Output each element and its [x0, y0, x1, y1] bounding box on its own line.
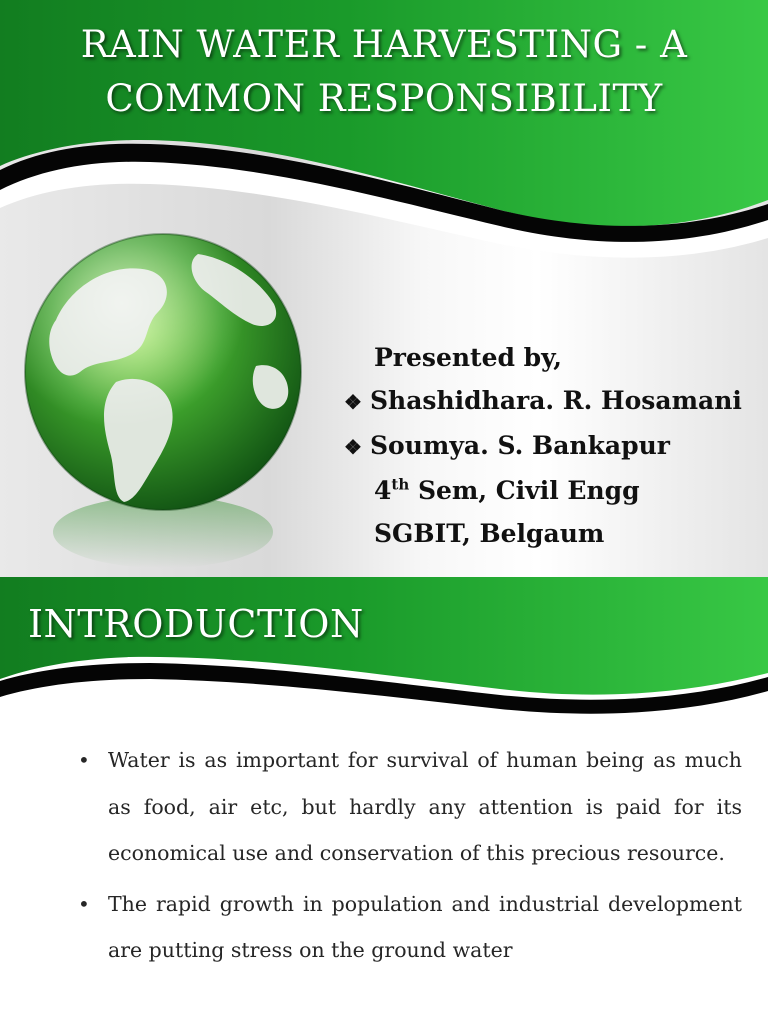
bullet-text: The rapid growth in population and industrial development are putting stress on the ground water — [108, 891, 742, 962]
diamond-bullet-icon: ❖ — [344, 390, 362, 414]
introduction-bullet-list — [78, 737, 742, 978]
presenter-list — [344, 336, 742, 555]
presented-by-label: Presented by, — [374, 343, 562, 372]
bullet-text: Water is as important for survival of human being as much as food, air etc, but hardly any attention is paid for its economical use and conservation of this precious resource. — [108, 748, 742, 865]
introduction-slide — [0, 577, 768, 1024]
semester-line — [344, 469, 742, 512]
presenter-name: Shashidhara. R. Hosamani — [370, 386, 742, 415]
presenter-name: Soumya. S. Bankapur — [370, 431, 670, 460]
presentation-title-line-2: COMMON RESPONSIBILITY — [105, 77, 663, 120]
introduction-heading: INTRODUCTION — [28, 602, 364, 646]
semester-suffix: th — [391, 475, 410, 494]
bullet-item — [78, 737, 742, 877]
presentation-title-line-1: RAIN WATER HARVESTING - A — [80, 23, 688, 66]
presenter-item — [344, 424, 742, 469]
semester-number: 4 — [374, 476, 392, 505]
intro-header-wave — [0, 577, 768, 727]
college-line: SGBIT, Belgaum — [374, 519, 605, 548]
bullet-dot-icon: • — [78, 891, 90, 916]
semester-branch: Sem, Civil Engg — [409, 476, 640, 505]
diamond-bullet-icon: ❖ — [344, 435, 362, 459]
green-globe-image — [20, 232, 315, 577]
presenter-item — [344, 379, 742, 424]
bullet-item — [78, 881, 742, 974]
bullet-dot-icon: • — [78, 748, 90, 772]
